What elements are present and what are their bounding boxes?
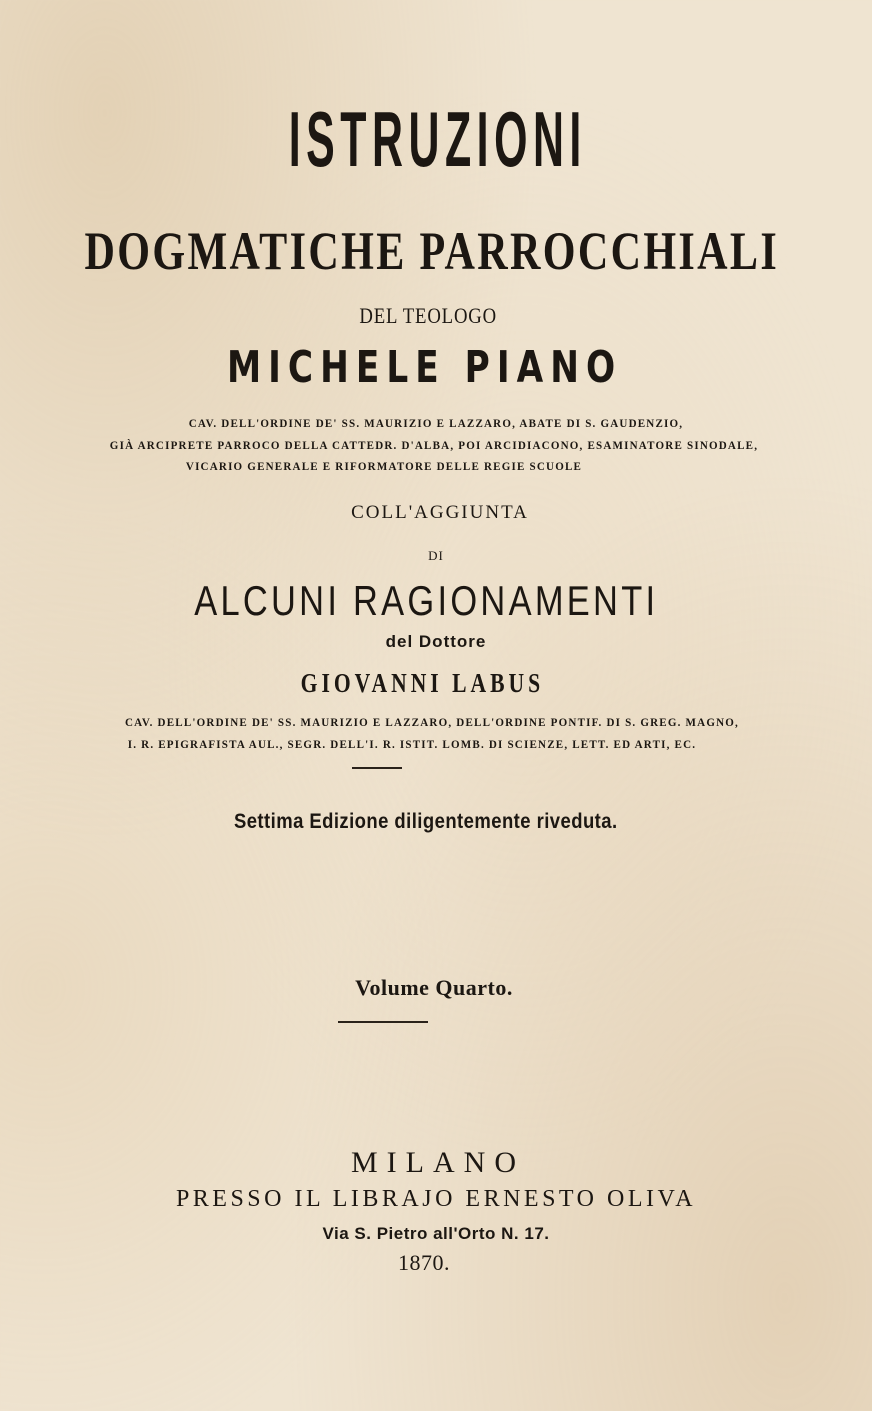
main-title: ISTRUZIONI — [288, 95, 587, 183]
contributor-credentials-line: I. R. EPIGRAFISTA AUL., SEGR. DELL'I. R. ISTIT. LOMB. DI SCIENZE, LETT. ED ARTI, EC. — [127, 737, 697, 751]
author-credentials-line: GIÀ ARCIPRETE PARROCO DELLA CATTEDR. D'ALBA, POI ARCIDIACONO, ESAMINATORE SINODALE, — [109, 438, 759, 452]
imprint-year: 1870. — [398, 1250, 450, 1275]
imprint-publisher: PRESSO IL LIBRAJO ERNESTO OLIVA — [175, 1186, 697, 1212]
addition-line: COLL'AGGIUNTA — [351, 502, 529, 523]
divider-rule — [338, 1021, 428, 1023]
volume-label: Volume Quarto. — [355, 975, 513, 1000]
imprint-address: Via S. Pietro all'Orto N. 17. — [322, 1224, 550, 1243]
edition-note: Settima Edizione diligentemente riveduta. — [233, 810, 618, 833]
imprint-city: MILANO — [351, 1146, 525, 1179]
author-name: MICHELE PIANO — [226, 342, 623, 393]
author-credentials-line: VICARIO GENERALE E RIFORMATORE DELLE REGIE SCUOLE — [185, 459, 583, 473]
contributor-credentials-line: CAV. DELL'ORDINE DE' SS. MAURIZIO E LAZZARO, DELL'ORDINE PONTIF. DI S. GREG. MAGNO, — [124, 715, 740, 729]
contributor-name: GIOVANNI LABUS — [300, 668, 545, 698]
author-credentials-line: CAV. DELL'ORDINE DE' SS. MAURIZIO E LAZZARO, ABATE DI S. GAUDENZIO, — [188, 416, 684, 430]
author-intro: DEL TEOLOGO — [359, 303, 498, 328]
subtitle: DOGMATICHE PARROCCHIALI — [84, 221, 780, 281]
addition-title: ALCUNI RAGIONAMENTI — [194, 577, 659, 624]
divider-rule — [352, 767, 402, 769]
contributor-intro: del Dottore — [385, 632, 487, 651]
connector: DI — [428, 548, 444, 563]
